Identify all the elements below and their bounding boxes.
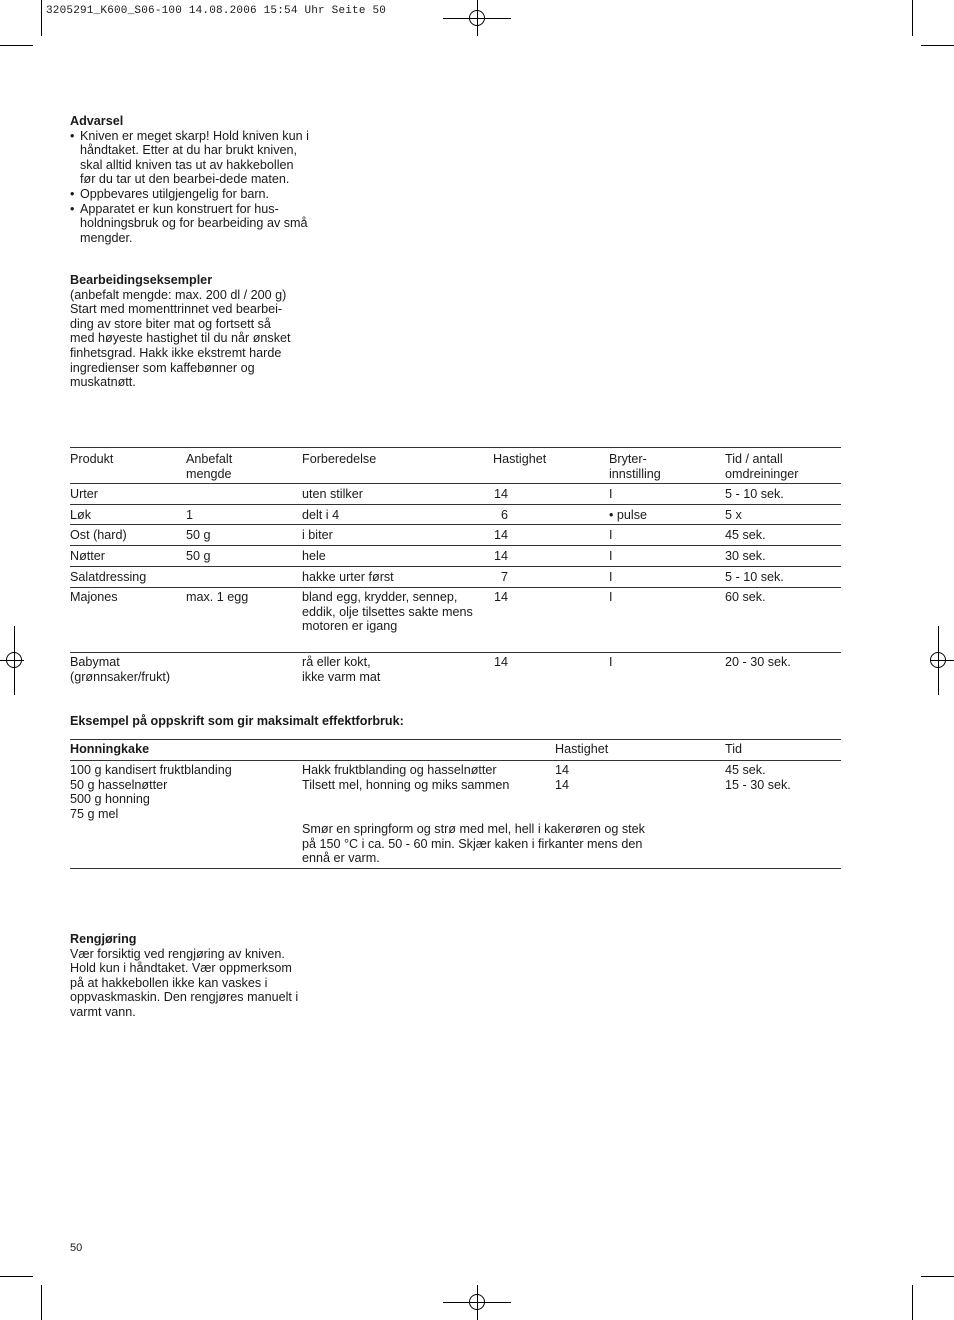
cleaning-title: Rengjøring — [70, 932, 137, 946]
cell-time: 5 - 10 sek. — [725, 570, 784, 584]
warning-title: Advarsel — [70, 114, 124, 128]
cell-speed: 14 — [493, 655, 508, 669]
cell-product: Babymat (grønnsaker/frukt) — [70, 655, 171, 684]
cell-speed: 14 — [493, 549, 508, 563]
warning-list — [70, 129, 310, 246]
cleaning-section — [70, 932, 330, 1020]
cell-product: Ost (hard) — [70, 528, 127, 542]
table-header-preparation: Forberedelse — [302, 452, 377, 466]
examples-section — [70, 273, 320, 390]
cell-preparation: bland egg, krydder, sennep, eddik, olje tilsettes sakte mens motoren er igang — [302, 590, 473, 634]
examples-title: Bearbeidingseksempler — [70, 273, 213, 287]
cell-time: 5 x — [725, 508, 742, 522]
cell-speed: 6 — [500, 508, 508, 522]
cell-preparation: hele — [302, 549, 326, 563]
warning-item: • Kniven er meget skarp! Hold kniven kun i håndtaket. Etter at du har brukt kniven, skal alltid kniven tas ut av hakkebollen før du tar ut den bearbei-dede maten. — [70, 129, 310, 187]
recipe-header-time: Tid — [725, 742, 743, 756]
warning-item: • Oppbevares utilgjengelig for barn. — [70, 187, 310, 202]
cell-switch: I — [609, 549, 613, 563]
table-header-speed: Hastighet — [493, 452, 547, 466]
cell-product: Nøtter — [70, 549, 105, 563]
page-number: 50 — [70, 1242, 83, 1254]
recipe-times: 45 sek. 15 - 30 sek. — [725, 763, 791, 792]
cell-switch: I — [609, 487, 613, 501]
cell-preparation: delt i 4 — [302, 508, 340, 522]
cell-time: 30 sek. — [725, 549, 766, 563]
cell-speed: 14 — [493, 590, 508, 604]
print-header: 3205291_K600_S06-100 14.08.2006 15:54 Uhr Seite 50 — [46, 5, 387, 17]
cell-product: Salatdressing — [70, 570, 147, 584]
cell-preparation: hakke urter først — [302, 570, 394, 584]
recipe-steps: Hakk fruktblanding og hasselnøtter Tilsett mel, honning og miks sammen — [302, 763, 510, 792]
cell-time: 5 - 10 sek. — [725, 487, 784, 501]
table-header-switch: Bryter- innstilling — [609, 452, 661, 481]
cell-switch: I — [609, 655, 613, 669]
recipe-title: Honningkake — [70, 742, 150, 756]
recipe-heading: Eksempel på oppskrift som gir maksimalt effektforbruk: — [70, 714, 404, 728]
cell-amount: max. 1 egg — [186, 590, 249, 604]
cell-speed: 7 — [500, 570, 508, 584]
recipe-ingredients: 100 g kandisert fruktblanding 50 g hasselnøtter 500 g honning 75 g mel — [70, 763, 232, 821]
cell-switch: I — [609, 528, 613, 542]
cell-product: Urter — [70, 487, 98, 501]
table-header-amount: Anbefalt mengde — [186, 452, 233, 481]
cell-amount: 50 g — [186, 549, 211, 563]
cleaning-text: Vær forsiktig ved rengjøring av kniven. Hold kun i håndtaket. Vær oppmerksom på at hakkebollen ikke kan vaskes i oppvaskmaskin. Den rengjøres manuelt i varmt vann. — [70, 946, 299, 1019]
recipe-speeds: 14 14 — [555, 763, 570, 792]
cell-speed: 14 — [493, 528, 508, 542]
cell-preparation: rå eller kokt, ikke varm mat — [302, 655, 381, 684]
cell-switch: I — [609, 590, 613, 604]
cell-amount: 50 g — [186, 528, 211, 542]
table-header-time: Tid / antall omdreininger — [725, 452, 799, 481]
cell-product: Løk — [70, 508, 91, 522]
table-header-product: Produkt — [70, 452, 114, 466]
cell-time: 20 - 30 sek. — [725, 655, 791, 669]
cell-preparation: i biter — [302, 528, 333, 542]
cell-time: 45 sek. — [725, 528, 766, 542]
cell-preparation: uten stilker — [302, 487, 363, 501]
recipe-header-speed: Hastighet — [555, 742, 609, 756]
cell-amount: 1 — [186, 508, 194, 522]
cell-time: 60 sek. — [725, 590, 766, 604]
examples-text: (anbefalt mengde: max. 200 dl / 200 g) Start med momenttrinnet ved bearbei- ding av store biter mat og fortsett så med høyeste hastighet til du når ønsket finhetsgrad. Hakk ikke ekstremt harde ingredienser som kaffebønner og muskatnøtt. — [70, 287, 291, 390]
cell-switch: I — [609, 570, 613, 584]
recipe-baking-instructions: Smør en springform og strø med mel, hell i kakerøren og stek på 150 °C i ca. 50 - 60 min. Skjær kaken i firkanter mens den ennå er varm. — [302, 822, 645, 866]
warning-section — [70, 114, 310, 245]
cell-speed: 14 — [493, 487, 508, 501]
warning-item: • Apparatet er kun konstruert for hus-holdningsbruk og for bearbeiding av små mengder. — [70, 202, 310, 246]
cell-product: Majones — [70, 590, 118, 604]
cell-switch: • pulse — [609, 508, 648, 522]
